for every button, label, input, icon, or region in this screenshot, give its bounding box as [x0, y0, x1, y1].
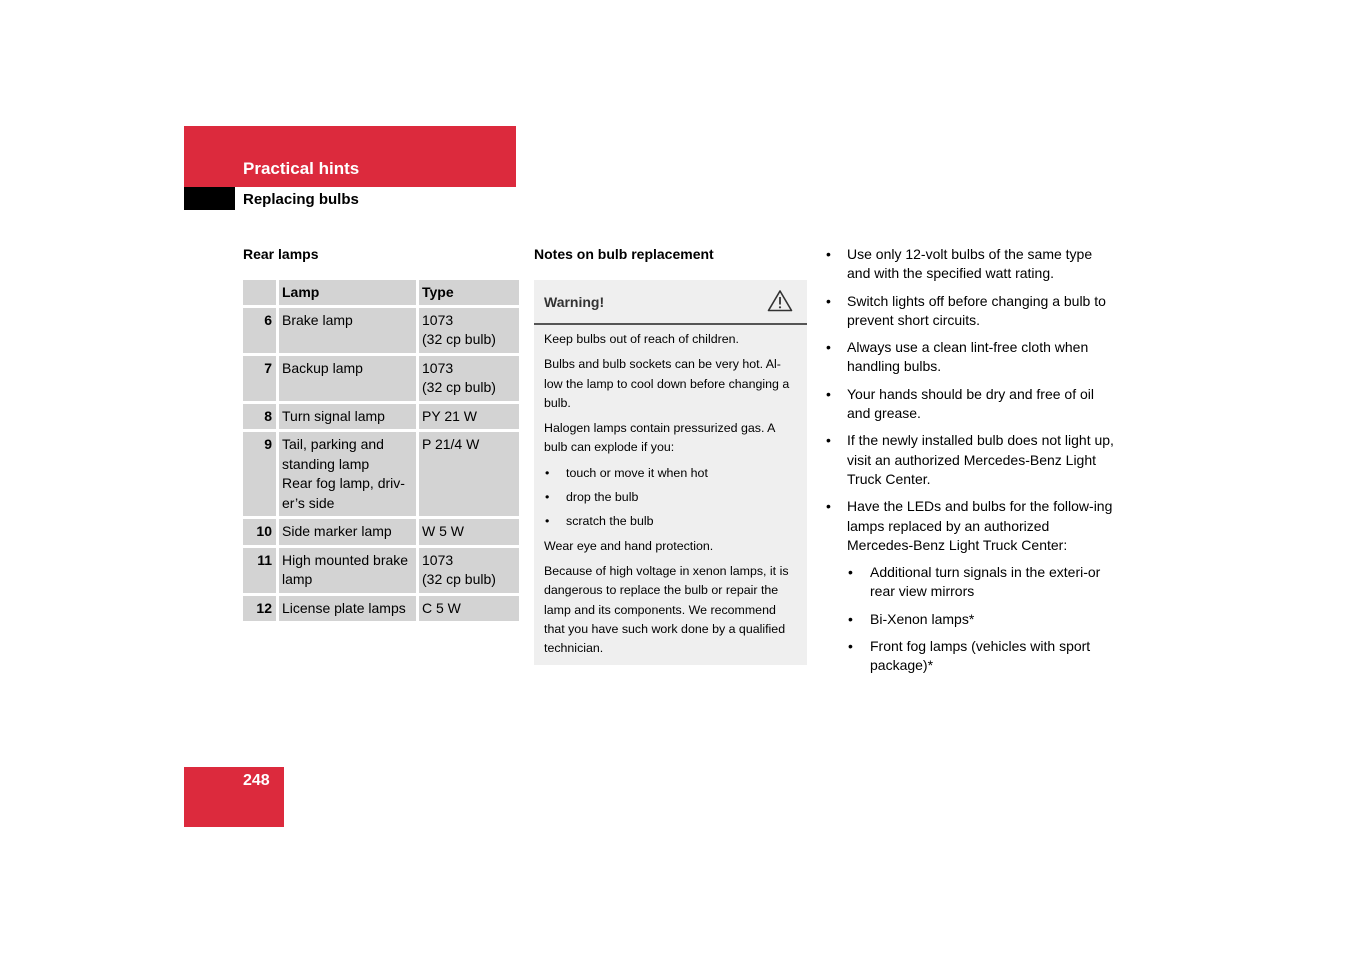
warning-bullets [544, 464, 797, 532]
lamp-type: C 5 W [418, 594, 520, 623]
list-item: • Use only 12-volt bulbs of the same type and with the specified watt rating. [825, 245, 1115, 284]
warning-title: Warning! [544, 294, 605, 310]
lamp-name: Turn signal lamp [278, 402, 418, 431]
table-row [243, 518, 519, 547]
lamp-name: License plate lamps [278, 594, 418, 623]
column-header-lamp: Lamp [278, 280, 418, 306]
sub-list-item: • Additional turn signals in the exteri-or rear view mirrors [847, 563, 1115, 602]
lamp-number: 12 [243, 594, 278, 623]
sub-list-item: • Front fog lamps (vehicles with sport package)* [847, 637, 1115, 676]
table-row [243, 431, 519, 518]
rear-lamps-table [243, 280, 519, 624]
list-item: • drop the bulb [544, 488, 797, 507]
lamp-number: 7 [243, 354, 278, 402]
lamp-name: Tail, parking and standing lamp Rear fog lamp, driv-er’s side [278, 431, 418, 518]
lamp-type: P 21/4 W [418, 431, 520, 518]
table-row [243, 594, 519, 623]
lamp-number: 9 [243, 431, 278, 518]
table-header-row [243, 280, 519, 306]
warning-triangle-icon [767, 289, 793, 317]
lamp-name: Backup lamp [278, 354, 418, 402]
warning-box [534, 280, 807, 665]
header-marker [184, 187, 235, 210]
lamp-number: 11 [243, 546, 278, 594]
warning-text: Because of high voltage in xenon lamps, it is dangerous to replace the bulb or repair the lamp and its components. We recommend that you have such work done by a qualified technician. [544, 563, 789, 656]
list-item: • touch or move it when hot [544, 464, 797, 483]
table-row [243, 306, 519, 354]
warning-header [534, 280, 807, 325]
list-item-text: Have the LEDs and bulbs for the follow-ing lamps replaced by an authorized Mercedes-Benz Light Truck Center: [847, 498, 1113, 553]
warning-text: Bulbs and bulb sockets can be very hot. Al-low the lamp to cool down before changing a bulb. [544, 357, 790, 410]
sub-title: Replacing bulbs [243, 191, 359, 208]
table-row [243, 354, 519, 402]
lamp-type: PY 21 W [418, 402, 520, 431]
warning-text: Wear eye and hand protection. [544, 538, 714, 553]
list-item: • Switch lights off before changing a bulb to prevent short circuits. [825, 292, 1115, 331]
lamp-type: W 5 W [418, 518, 520, 547]
lamp-type: 1073 (32 cp bulb) [418, 306, 520, 354]
page-number: 248 [243, 772, 270, 789]
list-item [825, 497, 1115, 675]
list-item: • If the newly installed bulb does not light up, visit an authorized Mercedes-Benz Light Truck Center. [825, 431, 1115, 489]
lamp-type: 1073 (32 cp bulb) [418, 546, 520, 594]
table-row [243, 402, 519, 431]
column-header-type: Type [418, 280, 520, 306]
section-title: Practical hints [243, 159, 360, 178]
warning-body [534, 325, 807, 658]
column-header-number [243, 280, 278, 306]
sub-list [847, 563, 1115, 675]
lamp-type: 1073 (32 cp bulb) [418, 354, 520, 402]
lamp-number: 8 [243, 402, 278, 431]
lamp-number: 6 [243, 306, 278, 354]
bulb-replacement-notes [825, 245, 1115, 684]
notes-heading: Notes on bulb replacement [534, 246, 714, 262]
lamp-name: High mounted brake lamp [278, 546, 418, 594]
lamp-name: Side marker lamp [278, 518, 418, 547]
lamp-number: 10 [243, 518, 278, 547]
list-item: • scratch the bulb [544, 512, 797, 531]
warning-text: Keep bulbs out of reach of children. [544, 332, 739, 346]
lamp-name: Brake lamp [278, 306, 418, 354]
list-item: • Always use a clean lint-free cloth when handling bulbs. [825, 338, 1115, 377]
sub-list-item: • Bi-Xenon lamps* [847, 610, 1115, 629]
table-row [243, 546, 519, 594]
rear-lamps-heading: Rear lamps [243, 246, 319, 262]
list-item: • Your hands should be dry and free of oil and grease. [825, 385, 1115, 424]
warning-text: Halogen lamps contain pressurized gas. A bulb can explode if you: [544, 421, 775, 455]
